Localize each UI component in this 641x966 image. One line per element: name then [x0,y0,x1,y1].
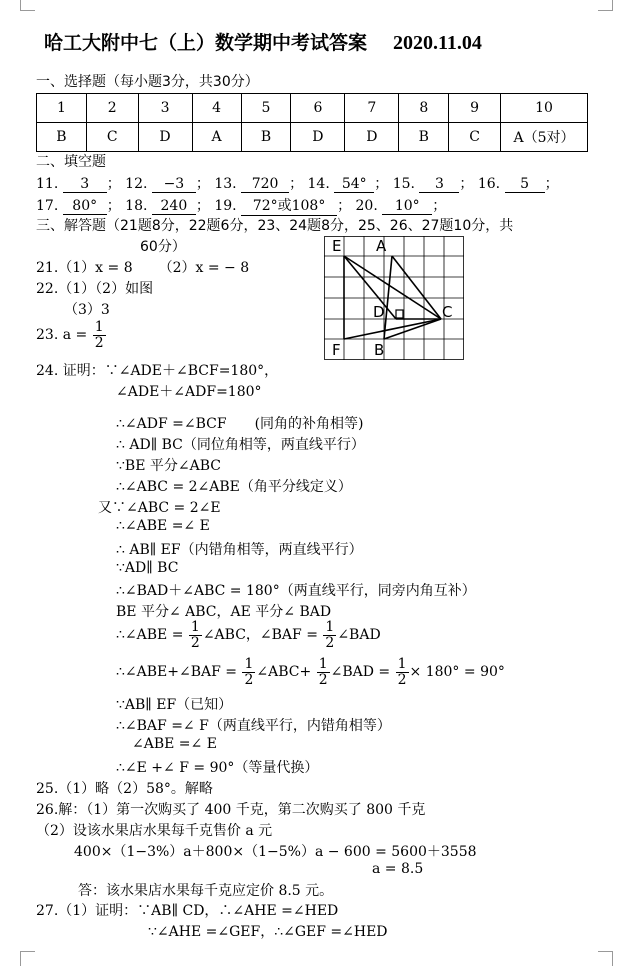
q26-line-2: （2）设该水果店水果每千克售价 a 元 [36,823,273,839]
fraction-one-half [189,620,202,650]
table-cell: D [345,123,399,152]
q25-line: 25.（1）略（2）58°。解略 [36,781,213,797]
table-cell: 3 [138,94,192,123]
fill-answer: 5 [505,176,545,193]
title-date: 2020.11.04 [393,32,482,54]
fill-answer: 54° [334,176,374,193]
section3-heading: 三、解答题（21题8分，22题6分，23、24题8分，25、26、27题10分，共 [36,218,514,234]
fill-answer: 80° [63,198,107,215]
text-segment: ∠ABC，∠BAF = [202,627,318,644]
question-number: 13. [214,176,237,192]
corner-mark-top-right [598,0,613,11]
q24-line-18: ∴∠E +∠ F = 90°（等量代换） [116,760,319,776]
fraction-one-half [396,657,409,687]
fraction-one-half [93,320,106,350]
separator: ； [289,176,304,192]
table-cell: D [291,123,345,152]
grid [324,236,464,360]
q24-line-16: ∴∠BAF =∠ F（两直线平行，内错角相等） [116,718,391,734]
page-title [44,28,482,55]
table-cell: 8 [399,94,449,123]
fraction-numerator: 1 [318,656,328,672]
question-number: 11. [36,176,59,192]
table-cell: 6 [291,94,345,123]
fraction-one-half [323,620,336,650]
separator: ； [106,198,121,214]
q21-part1: 21.（1）x = 8 [36,260,133,276]
question-number: 15. [392,176,415,192]
separator: ； [195,198,210,214]
q24-line-11: ∴∠BAD＋∠ABC = 180°（两直线平行，同旁内角互补） [116,583,476,599]
table-cell: B [399,123,449,152]
table-cell: 5 [241,94,291,123]
fraction-numerator: 1 [397,656,407,672]
fill-answer: 240 [152,198,196,215]
fraction-denominator: 2 [397,671,407,688]
table-cell: C [449,123,501,152]
label-e: E [332,237,342,255]
corner-mark-bottom-right [598,951,613,966]
q22-line1: 22.（1）（2）如图 [36,281,154,297]
label-b: B [374,341,385,359]
q21-line [36,257,249,277]
q24-line-15: ∵AB∥ EF（已知） [116,697,233,713]
q24-line-9: ∴ AB∥ EF（内错角相等，两直线平行） [116,542,363,558]
question-number: 14. [307,176,330,192]
question-number: 17. [36,198,59,214]
fraction-denominator: 2 [325,634,335,651]
text-segment: ∴∠ABE = [116,627,184,644]
fill-answer: 72°或108° [241,195,337,216]
table-cell: A [192,123,241,152]
table-cell: 4 [192,94,241,123]
corner-mark-top-left [20,0,35,11]
answer-table-number-row [37,94,588,123]
fraction-numerator: 1 [94,319,104,335]
fraction-numerator: 1 [325,619,335,635]
fill-row-1 [36,173,559,193]
fraction-denominator: 2 [318,671,328,688]
q24-line-3: ∴∠ADF =∠BCF (同角的补角相等) [116,416,364,432]
q24-line-1: 24. 证明：∵∠ADE＋∠BCF=180°， [36,363,279,379]
geometry-figure [324,236,464,360]
fraction-one-half [242,657,255,687]
question-number: 19. [214,198,237,214]
question-number: 16. [477,176,501,192]
title-text: 哈工大附中七（上）数学期中考试答案 [44,32,368,54]
label-f: F [332,341,341,359]
table-cell: B [241,123,291,152]
q24-line-6: ∴∠ABC = 2∠ABE（角平分线定义） [116,479,352,495]
label-d: D [373,303,385,321]
q23-line [36,320,107,350]
label-a: A [376,237,387,255]
separator: ； [544,176,559,192]
question-number: 20. [355,198,378,214]
q22-line2: （3）3 [64,302,110,318]
table-cell: D [138,123,192,152]
section1-heading: 一、选择题（每小题3分，共30分） [36,74,259,90]
section2-heading: 二、填空题 [36,154,106,170]
table-cell: A（5对） [501,123,588,152]
text-segment: ∠ABC+ [256,664,312,681]
table-cell: 10 [501,94,588,123]
q21-part2: （2）x = − 8 [158,260,250,276]
fill-answer: 3 [419,176,459,193]
separator: ； [195,176,210,192]
q24-line-5: ∵BE 平分∠ABC [116,458,221,474]
text-segment: ∠BAD = [330,664,391,681]
text-segment: ∴∠ABE+∠BAF = [116,664,238,681]
fraction-numerator: 1 [190,619,200,635]
fraction-denominator: 2 [94,334,104,351]
table-cell: C [86,123,138,152]
corner-mark-bottom-left [20,951,35,966]
q24-line-2: ∠ADE＋∠ADF=180° [116,384,262,400]
q24-line-17: ∠ABE =∠ E [132,736,217,752]
question-number: 18. [125,198,148,214]
q23-prefix: 23. a = [36,327,88,344]
q26-line-1: 26.解：（1）第一次购买了 400 千克，第二次购买了 800 千克 [36,802,426,818]
q24-line-10: ∵AD∥ BC [116,560,179,576]
fraction-denominator: 2 [190,634,200,651]
q24-line-13 [116,620,381,650]
fill-row-2 [36,195,446,216]
q24-line-12: BE 平分∠ ABC，AE 平分∠ BAD [116,604,332,620]
q24-line-8: ∴∠ABE =∠ E [116,518,210,534]
fill-answer: 10° [382,198,432,215]
q27-line-2: ∵∠AHE =∠GEF，∴∠GEF =∠HED [148,924,388,940]
separator: ； [106,176,121,192]
separator: ； [374,176,389,192]
answer-table [36,93,588,152]
q26-line-4: a = 8.5 [372,861,424,877]
separator: ； [432,198,447,214]
table-cell: 7 [345,94,399,123]
answer-table-answer-row [37,123,588,152]
table-cell: 1 [37,94,87,123]
q26-line-3: 400×（1−3%）a＋800×（1−5%）a − 600 = 5600＋3558 [74,844,477,860]
section3-heading-cont: 60分） [140,239,186,255]
q26-line-5: 答：该水果店水果每千克应定价 8.5 元。 [78,883,334,899]
q24-line-7: 又∵∠ABC = 2∠E [98,500,221,516]
label-c: C [442,303,453,321]
fraction-denominator: 2 [244,671,254,688]
triangle-lines [344,256,441,339]
fill-answer: 3 [63,176,107,193]
separator: ； [459,176,474,192]
fraction-numerator: 1 [244,656,254,672]
fraction-one-half [317,657,330,687]
q27-line-1: 27.（1）证明：∵AB∥ CD，∴∠AHE =∠HED [36,903,339,919]
table-cell: 2 [86,94,138,123]
text-segment: ∠BAD [337,627,381,644]
text-segment: × 180° = 90° [409,664,505,681]
q24-line-4: ∴ AD∥ BC（同位角相等，两直线平行） [116,437,365,453]
question-number: 12. [125,176,148,192]
separator: ； [337,198,352,214]
table-cell: B [37,123,87,152]
q24-line-14 [116,657,505,687]
table-cell: 9 [449,94,501,123]
fill-answer: −3 [152,176,196,193]
fill-answer: 720 [241,176,289,193]
